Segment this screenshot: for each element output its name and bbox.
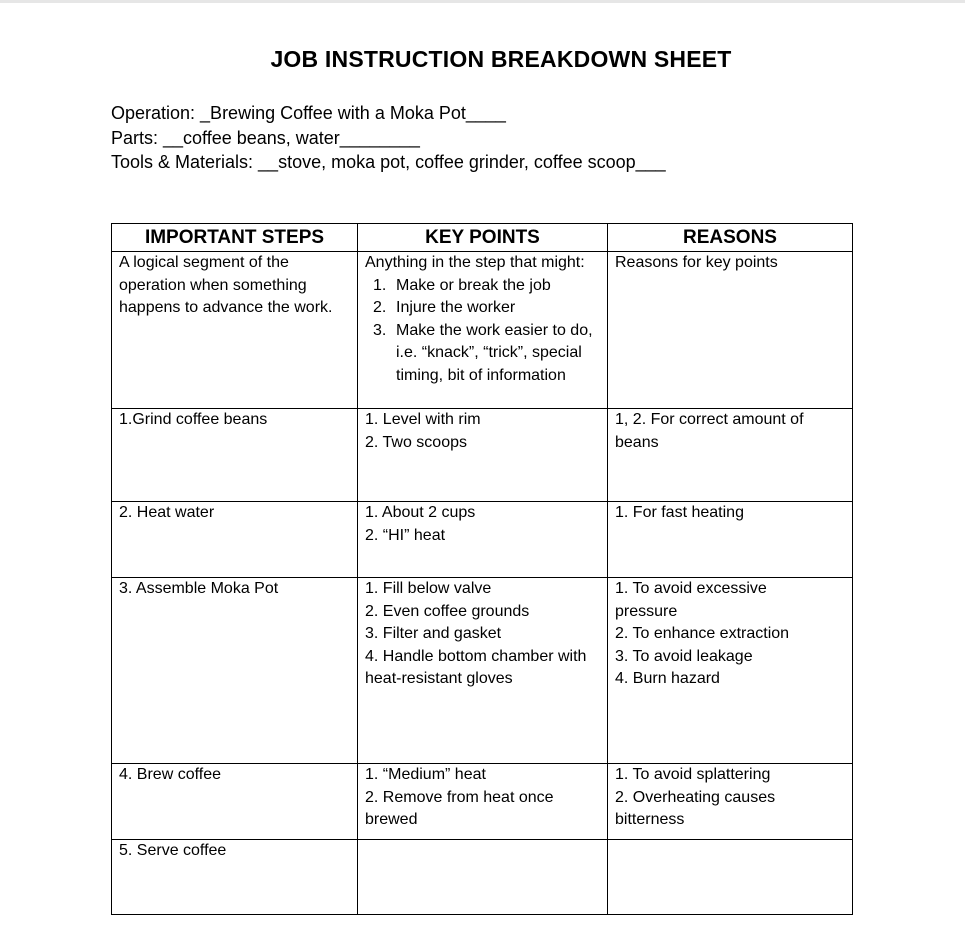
list-item	[365, 320, 600, 388]
key-point-line: brewed	[365, 811, 418, 828]
steps-description-line: A logical segment of the	[119, 254, 289, 271]
list-text: Make or break the job	[396, 276, 551, 294]
reason-line: bitterness	[615, 811, 685, 828]
table-row	[112, 578, 853, 764]
list-number: 2.	[373, 299, 387, 316]
document-title: JOB INSTRUCTION BREAKDOWN SHEET	[270, 46, 732, 72]
key-point-line: 3. Filter and gasket	[365, 625, 502, 642]
key-point-line: 1. Fill below valve	[365, 580, 492, 597]
reasons-cell	[608, 578, 853, 764]
key-points-cell	[358, 578, 608, 764]
key-point-line: 1. About 2 cups	[365, 504, 476, 521]
step-text: 5. Serve coffee	[119, 842, 227, 859]
steps-description-line: happens to advance the work.	[119, 299, 333, 316]
step-text: 2. Heat water	[119, 504, 215, 521]
key-points-cell	[358, 502, 608, 578]
key-points-cell	[358, 840, 608, 915]
list-item	[365, 297, 600, 320]
step-cell	[112, 840, 358, 915]
reason-line: pressure	[615, 602, 678, 620]
operation-line: Operation: _Brewing Coffee with a Moka Pot____	[111, 103, 506, 123]
reason-line: 1. For fast heating	[615, 504, 744, 521]
step-cell	[112, 764, 358, 840]
reason-line: 2. To enhance extraction	[615, 625, 790, 642]
key-point-line: 2. Remove from heat once	[365, 788, 554, 806]
reason-line: 1, 2. For correct amount of	[615, 411, 804, 428]
table-row	[112, 502, 853, 578]
header-key-points: KEY POINTS	[358, 224, 608, 252]
key-point-line: 4. Handle bottom chamber with	[365, 647, 587, 665]
step-cell	[112, 578, 358, 764]
reasons-cell	[608, 409, 853, 502]
table-row	[112, 764, 853, 840]
description-row	[112, 252, 853, 409]
table-row	[112, 409, 853, 502]
step-text: 1.Grind coffee beans	[119, 411, 268, 428]
header-important-steps: IMPORTANT STEPS	[112, 224, 358, 252]
reason-line: 2. Overheating causes	[615, 788, 776, 806]
key-points-description-cell	[358, 252, 608, 409]
parts-line: Parts: __coffee beans, water________	[111, 127, 420, 148]
steps-description-cell	[112, 252, 358, 409]
key-points-cell	[358, 764, 608, 840]
key-points-intro: Anything in the step that might:	[365, 254, 585, 271]
reasons-description-line: Reasons for key points	[615, 254, 778, 271]
table-row	[112, 840, 853, 915]
reason-line: beans	[615, 433, 659, 451]
key-points-criteria-list	[365, 275, 600, 388]
key-point-line: 2. “HI” heat	[365, 526, 446, 544]
reasons-cell	[608, 502, 853, 578]
list-number: 3.	[373, 321, 387, 339]
key-point-line: 1. Level with rim	[365, 411, 481, 428]
table-header-row	[112, 224, 853, 252]
reasons-cell	[608, 764, 853, 840]
tools-line: Tools & Materials: __stove, moka pot, coffee grinder, coffee scoop___	[111, 152, 666, 172]
list-text: Make the work easier to do, i.e. “knack”, “trick”, special timing, bit of information	[396, 321, 593, 384]
step-text: 4. Brew coffee	[119, 766, 221, 783]
reason-line: 1. To avoid splattering	[615, 766, 771, 783]
key-point-line: heat-resistant gloves	[365, 670, 513, 687]
list-item	[365, 275, 600, 298]
reasons-description-cell	[608, 252, 853, 409]
reasons-cell	[608, 840, 853, 915]
step-cell	[112, 502, 358, 578]
breakdown-table	[111, 223, 853, 915]
top-border	[0, 0, 965, 3]
list-text: Injure the worker	[396, 299, 516, 316]
steps-description-line: operation when something	[119, 276, 307, 294]
header-fields	[111, 101, 666, 175]
step-text: 3. Assemble Moka Pot	[119, 580, 279, 597]
step-cell	[112, 409, 358, 502]
header-reasons: REASONS	[608, 224, 853, 252]
list-number: 1.	[373, 276, 387, 294]
reason-line: 4. Burn hazard	[615, 670, 720, 687]
key-points-cell	[358, 409, 608, 502]
key-point-line: 2. Two scoops	[365, 433, 467, 451]
reason-line: 3. To avoid leakage	[615, 647, 753, 665]
key-point-line: 2. Even coffee grounds	[365, 602, 530, 620]
key-point-line: 1. “Medium” heat	[365, 766, 486, 783]
reason-line: 1. To avoid excessive	[615, 580, 767, 597]
